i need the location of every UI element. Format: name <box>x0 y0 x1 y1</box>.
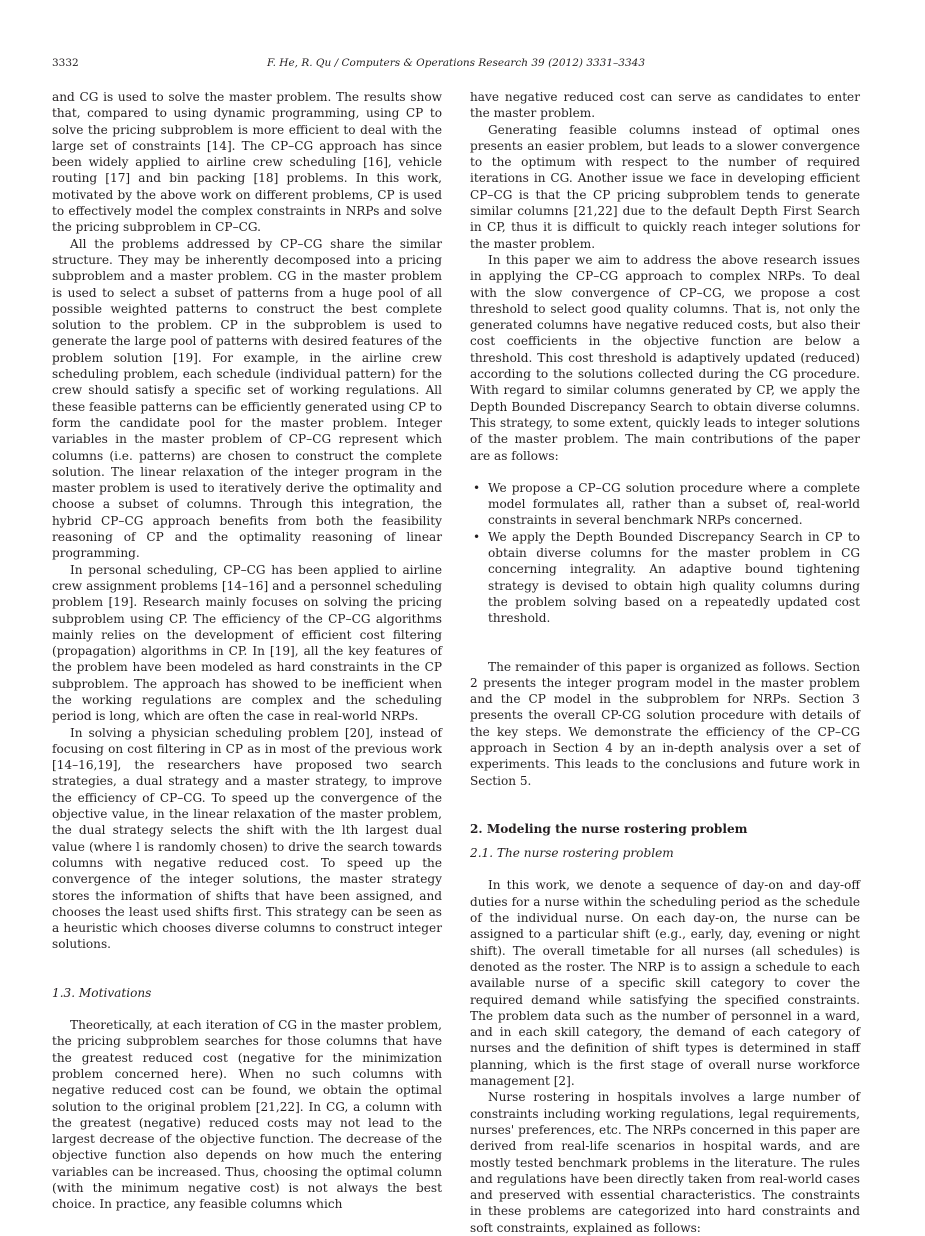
paragraph: In this paper we aim to address the above research issues in applying the CP–CG approach to complex NRPs. To deal with the slow convergence of CP–CG, we propose a cost threshold to select good quality columns. That is, not only the generated columns have negative reduced costs, but also their cost coefficients in the objective function are below a threshold. This cost threshold is adaptively updated (reduced) according to the solutions collected during the CG procedure. With regard to similar columns generated by CP, we apply the Depth Bounded Discrepancy Search to obtain diverse columns. This strategy, to some extent, quickly leads to integer solutions of the master problem. The main contributions of the paper are as follows: <box>470 252 860 463</box>
paragraph: In this work, we denote a sequence of day-on and day-off duties for a nurse within the scheduling period as the schedule of the individual nurse. On each day-on, the nurse can be assigned to a particular shift (e.g., early, day, evening or night shift). The overall timetable for all nurses (all schedules) is denoted as the roster. The NRP is to assign a schedule to each available nurse of a specific skill category to cover the required demand while satisfying the specified constraints. The problem data such as the number of personnel in a ward, and in each skill category, the demand of each category of nurses and the definition of shift types is determined in staff planning, which is the first stage of overall nurse workforce management [2]. <box>470 878 860 1089</box>
right-column <box>470 89 860 1236</box>
list-item-text: We propose a CP–CG solution procedure where a complete model formulates all, rather than a subset of, real-world constraints in several benchmark NRPs concerned. <box>488 480 860 528</box>
contributions-list <box>470 480 860 627</box>
paragraph: In personal scheduling, CP–CG has been applied to airline crew assignment problems [14–16] and a personnel scheduling problem [19]. Research mainly focuses on solving the pricing subproblem using CP. The efficiency of the CP–CG algorithms mainly relies on the development of efficient cost filtering (propagation) algorithms in CP. In [19], all the key features of the problem have been modeled as hard constraints in the CP subproblem. The approach has showed to be inefficient when the working regulations are complex and the scheduling period is long, which are often the case in real-world NRPs. <box>52 562 442 724</box>
subsection-heading: 1.3. Motivations <box>52 985 152 1000</box>
running-header <box>52 56 860 70</box>
spacer <box>52 953 442 985</box>
spacer <box>470 464 860 480</box>
paragraph: Theoretically, at each iteration of CG in the master problem, the pricing subproblem searches for those columns that have the greatest reduced cost (negative for the minimization problem concerned here). When no such columns with negative reduced cost can be found, we obtain the optimal solution to the original problem [21,22]. In CG, a column with the greatest (negative) reduced costs may not lead to the largest decrease of the objective function. The decrease of the objective function also depends on how much the entering variables can be increased. Thus, choosing the optimal column (with the minimum negative cost) is not always the best choice. In practice, any feasible columns which <box>52 1018 442 1212</box>
paragraph: The remainder of this paper is organized as follows. Section 2 presents the integer program model in the master problem and the CP model in the subproblem for NRPs. Section 3 presents the overall CP-CG solution procedure with details of the key steps. We demonstrate the efficiency of the CP–CG approach in Section 4 by an in-depth analysis over a set of experiments. This leads to the conclusions and future work in Section 5. <box>470 659 860 788</box>
page-number: 3332 <box>52 57 79 69</box>
spacer <box>470 861 860 877</box>
spacer <box>470 789 860 821</box>
paragraph: In solving a physician scheduling problem [20], instead of focusing on cost filtering in CP as in most of the previous work [14–16,19], the researchers have proposed two search strategies, a dual strategy and a master strategy, to improve the efficiency of CP–CG. To speed up the convergence of the objective value, in the linear relaxation of the master problem, the dual strategy selects the shift with the lth largest dual value (where l is randomly chosen) to drive the search towards columns with negative reduced cost. To speed up the convergence of the integer solutions, the master strategy stores the information of shifts that have been assigned, and chooses the least used shifts first. This strategy can be seen as a heuristic which chooses diverse columns to construct integer solutions. <box>52 725 442 952</box>
section-heading: 2. Modeling the nurse rostering problem <box>470 821 748 836</box>
paragraph: All the problems addressed by CP–CG share the similar structure. They may be inherently decomposed into a pricing subproblem and a master problem. CG in the master problem is used to select a subset of patterns from a huge pool of all possible weighted patterns to construct the best complete solution to the problem. CP in the subproblem is used to generate the large pool of patterns with desired features of the problem solution [19]. For example, in the airline crew scheduling problem, each schedule (individual pattern) for the crew should satisfy a specific set of working regulations. All these feasible patterns can be efficiently generated using CP to form the candidate pool for the master problem. Integer variables in the master problem of CP–CG represent which columns (i.e. patterns) are chosen to construct the complete solution. The linear relaxation of the integer program in the master problem is used to iteratively derive the optimality and choose a subset of columns. Through this integration, the hybrid CP–CG approach benefits from both the feasibility reasoning of CP and the optimality reasoning of linear programming. <box>52 236 443 561</box>
paragraph: Generating feasible columns instead of optimal ones presents an easier problem, but leads to a slower convergence to the optimum with respect to the number of required iterations in CG. Another issue we face in developing efficient CP–CG is that the CP pricing subproblem tends to generate similar columns [21,22] due to the default Depth First Search in CP, thus it is difficult to quickly reach integer solutions for the master problem. <box>470 122 860 251</box>
list-item-text: We apply the Depth Bounded Discrepancy Search in CP to obtain diverse columns for the master problem in CG concerning integrality. An adaptive bound tightening strategy is devised to obtain high quality columns during the problem solving based on a repeatedly updated cost threshold. <box>488 529 860 626</box>
list-item <box>470 480 860 529</box>
list-item <box>470 529 860 627</box>
bullet-icon: • <box>473 529 481 544</box>
paragraph: have negative reduced cost can serve as candidates to enter the master problem. <box>470 90 860 121</box>
left-column <box>52 89 442 1213</box>
spacer <box>470 837 860 845</box>
subsection-heading: 2.1. The nurse rostering problem <box>470 846 674 861</box>
paragraph: Nurse rostering in hospitals involves a large number of constraints including working regulations, legal requirements, nurses' preferences, etc. The NRPs concerned in this paper are derived from real-life scenarios in hospital wards, and are mostly tested benchmark problems in the literature. The rules and regulations have been directly taken from real-world cases and preserved with essential characteristics. The constraints in these problems are categorized into hard constraints and soft constraints, explained as follows: <box>470 1090 860 1235</box>
bullet-icon: • <box>473 480 481 495</box>
journal-citation: F. He, R. Qu / Computers & Operations Research 39 (2012) 3331–3343 <box>266 57 646 69</box>
spacer <box>52 1001 442 1017</box>
spacer <box>470 627 860 659</box>
paragraph: and CG is used to solve the master problem. The results show that, compared to using dynamic programming, using CP to solve the pricing subproblem is more efficient to deal with the large set of constraints [14]. The CP–CG approach has since been widely applied to airline crew scheduling [16], vehicle routing [17] and bin packing [18] problems. In this work, motivated by the above work on different problems, CP is used to effectively model the complex constraints in NRPs and solve the pricing subproblem in CP–CG. <box>52 90 442 235</box>
